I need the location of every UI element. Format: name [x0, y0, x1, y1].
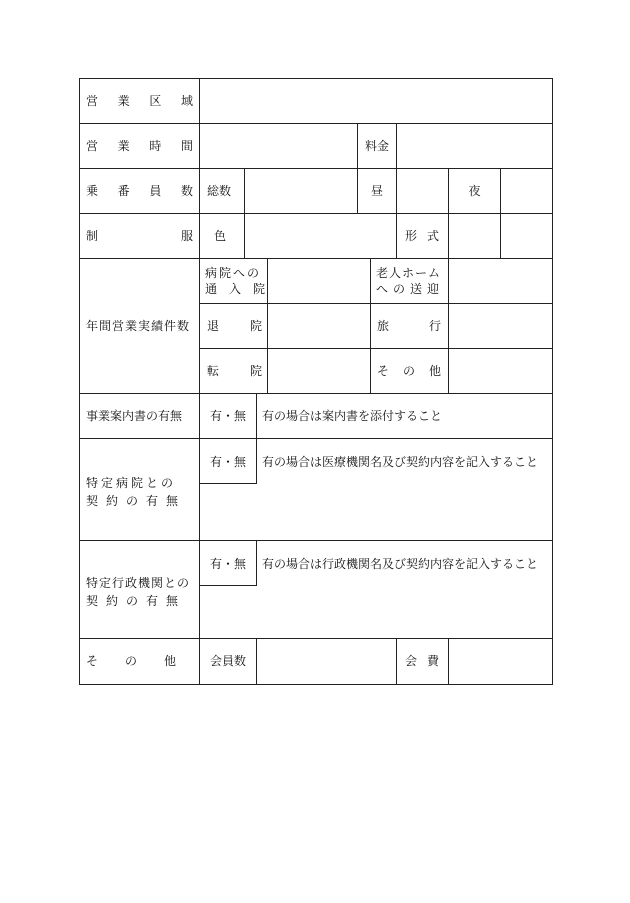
label-column-divider	[199, 78, 200, 685]
cell-divider	[396, 638, 397, 684]
row-divider	[199, 348, 553, 349]
label-day: 昼	[370, 184, 383, 198]
cell-divider	[448, 638, 449, 684]
label-gov-contract: 特定行政機関との 契約の有無	[86, 576, 191, 608]
label-member-count: 会員数	[210, 654, 247, 668]
label-membership-fee: 会 費	[405, 654, 439, 668]
cell-divider	[199, 483, 257, 484]
label-fee: 料金	[364, 139, 389, 153]
label-elderly-home: 老人ホーム への送迎	[376, 266, 445, 296]
label-annual-results: 年間営業実績件数	[86, 319, 191, 333]
cell-divider	[256, 393, 257, 438]
cell-divider	[267, 258, 268, 393]
label-uniform: 制 服	[86, 229, 193, 243]
cell-divider	[500, 213, 501, 258]
label-style: 形 式	[405, 229, 439, 243]
label-night: 夜	[468, 184, 481, 198]
row-divider	[79, 540, 553, 541]
brochure-yes-no: 有・無	[209, 409, 246, 423]
row-divider	[79, 393, 553, 394]
cell-divider	[244, 168, 245, 213]
cell-divider	[396, 123, 397, 168]
row-divider	[79, 438, 553, 439]
table-border-left	[79, 78, 80, 685]
label-hospital-commute: 病院への 通 入 院	[205, 266, 266, 296]
row-divider	[79, 258, 553, 259]
label-business-area: 営 業 区 域	[86, 94, 193, 108]
label-crew-total: 総数	[207, 184, 232, 198]
label-hospital-contract: 特定病院との 契約の有無	[86, 476, 187, 508]
label-other: そ の 他	[86, 654, 176, 668]
cell-divider	[244, 213, 245, 258]
label-business-hours: 営 業 時 間	[86, 139, 193, 153]
row-divider	[199, 303, 553, 304]
table-border-right	[552, 78, 553, 685]
hospital-contract-yes-no: 有・無	[209, 455, 246, 469]
row-divider	[79, 213, 553, 214]
row-divider	[79, 123, 553, 124]
table-border-bottom	[79, 684, 553, 685]
cell-divider	[256, 638, 257, 684]
cell-divider	[448, 258, 449, 393]
table-border-top	[79, 78, 553, 79]
label-brochure: 事業案内書の有無	[86, 409, 183, 423]
hospital-contract-note: 有の場合は医療機関名及び契約内容を記入すること	[262, 455, 539, 469]
gov-contract-yes-no: 有・無	[209, 557, 246, 571]
row-divider	[79, 638, 553, 639]
cell-divider	[396, 213, 397, 258]
cell-divider	[448, 213, 449, 258]
label-discharge: 退 院	[207, 319, 262, 333]
row-divider	[79, 168, 553, 169]
cell-divider	[256, 438, 257, 484]
cell-divider	[396, 168, 397, 213]
label-travel: 旅 行	[377, 319, 441, 333]
brochure-note: 有の場合は案内書を添付すること	[262, 409, 443, 423]
gov-contract-note: 有の場合は行政機関名及び契約内容を記入すること	[262, 557, 539, 571]
label-color: 色	[214, 229, 227, 243]
cell-divider	[256, 540, 257, 586]
cell-divider	[500, 168, 501, 213]
label-crew-count: 乗 番 員 数	[86, 184, 193, 198]
cell-divider	[199, 585, 257, 586]
cell-divider	[370, 258, 371, 393]
label-transfer: 転 院	[207, 364, 262, 378]
label-annual-other: そ の 他	[377, 364, 441, 378]
